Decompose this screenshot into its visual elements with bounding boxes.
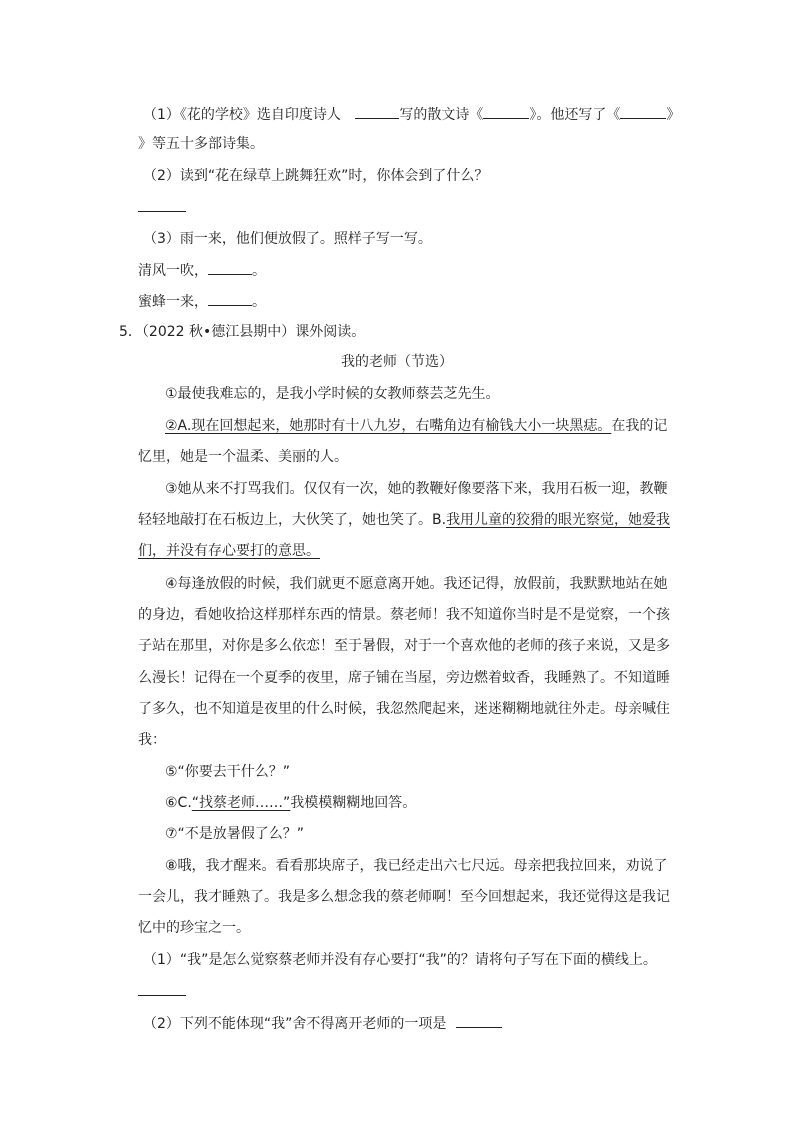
- answer-blank-poet[interactable]: [355, 104, 399, 119]
- paragraph-2-line-2: 忆里，她是一个温柔、美丽的人。: [138, 449, 348, 465]
- paragraph-8-line-3: 忆中的珍宝之一。: [138, 920, 250, 936]
- period: 。: [252, 263, 266, 279]
- paragraph-5: ⑤“你要去干什么？”: [165, 764, 291, 780]
- paragraph-4-line-3: 子站在那里，对你是多么依恋！至于暑假，对于一个喜欢他的老师的孩子来说，又是多: [138, 638, 670, 654]
- paragraph-4-line-1: ④每逢放假的时候，我们就更不愿意离开她。我还记得，放假前，我默默地站在她: [165, 576, 668, 592]
- q5-sub1: （1）“我”是怎么觉察蔡老师并没有存心要打“我”的？请将句子写在下面的横线上。: [143, 952, 657, 968]
- sentence-c-underlined: “找蔡老师……”: [191, 795, 291, 811]
- q4-example-1: [138, 260, 266, 281]
- sentence-a-underlined: ②A.现在回想起来，她那时有十八九岁，右嘴角边有榆钱大小一块黑痣。: [165, 418, 612, 434]
- paragraph-2-rest: 在我的记: [611, 418, 668, 434]
- paragraph-8-line-2: 一会儿，我才睡熟了。我是多么想念我的蔡老师啊！至今回想起来，我还觉得这是我记: [138, 889, 670, 905]
- answer-blank-example-2[interactable]: [208, 291, 252, 306]
- answer-blank-example-1[interactable]: [208, 260, 252, 275]
- q4-sub2: （2）读到“花在绿草上跳舞狂欢”时，你体会到了什么？: [143, 168, 489, 184]
- paragraph-3-line-2: [138, 510, 670, 530]
- paragraph-4-line-2: 的身边，看她收拾这样那样东西的情景。蔡老师！我不知道你当时是不是觉察，一个孩: [138, 607, 670, 623]
- answer-blank-collection[interactable]: [620, 104, 666, 119]
- answer-blank-q5-sub1[interactable]: [138, 995, 186, 996]
- paragraph-4-line-5: 了多久，也不知道是夜里的什么时候，我忽然爬起来，迷迷糊糊地就往外走。母亲喊住: [138, 701, 670, 717]
- q5-header: 5．（2022 秋•德江县期中）课外阅读。: [119, 324, 366, 340]
- paragraph-7: ⑦“不是放暑假了么？”: [165, 826, 305, 842]
- q5-sub2: [143, 1013, 502, 1034]
- paragraph-3-text: 轻轻地敲打在石板边上，大伙笑了，她也笑了。B.: [138, 512, 447, 528]
- paragraph-3-line-1: ③她从来不打骂我们。仅仅有一次，她的教鞭好像要落下来，我用石板一迎，教鞭: [165, 481, 668, 497]
- paragraph-6-rest: 我模模糊糊地回答。: [290, 795, 417, 811]
- q4-sub1-text-b: 写的散文诗《: [399, 107, 484, 123]
- paragraph-1: ①最使我难忘的，是我小学时候的女教师蔡芸芝先生。: [165, 386, 500, 402]
- example-1-text: 清风一吹，: [138, 263, 208, 279]
- paragraph-2-line-1: [165, 416, 667, 436]
- q4-sub1-line2: 》等五十多部诗集。: [138, 136, 264, 152]
- answer-blank-q4-sub2[interactable]: [138, 211, 186, 212]
- q4-sub1-text-d: 》: [666, 107, 681, 123]
- paragraph-4-line-6: 我：: [138, 732, 166, 748]
- period: 。: [252, 294, 266, 310]
- sentence-b-underlined: 我用儿童的狡猾的眼光察觉，她爱我: [446, 512, 671, 528]
- paragraph-4-line-4: 么漫长！记得在一个夏季的夜里，席子铺在当屋，旁边燃着蚊香，我睡熟了。不知道睡: [138, 670, 670, 686]
- paragraph-6: [165, 793, 416, 813]
- q5-sub2-text: （2）下列不能体现“我”舍不得离开老师的一项是: [143, 1016, 447, 1032]
- q4-sub1-text-a: （1）《花的学校》选自印度诗人: [143, 107, 341, 123]
- example-2-text: 蜜蜂一来，: [138, 294, 208, 310]
- q4-sub3: （3）雨一来，他们便放假了。照样子写一写。: [143, 231, 432, 247]
- q4-example-2: [138, 291, 266, 312]
- paragraph-6-label: ⑥C.: [165, 795, 192, 811]
- passage-title: 我的老师（节选）: [341, 354, 453, 370]
- answer-blank-poem[interactable]: [483, 104, 529, 119]
- q4-sub1-text-c: 》。他还写了《: [529, 107, 621, 123]
- q4-sub1-line1: [143, 104, 680, 125]
- answer-blank-q5-sub2[interactable]: [456, 1013, 502, 1028]
- paragraph-3-line-3: 们，并没有存心要打的意思。: [138, 543, 320, 559]
- paragraph-8-line-1: ⑧哦，我才醒来。看看那块席子，我已经走出六七尺远。母亲把我拉回来，劝说了: [165, 858, 668, 874]
